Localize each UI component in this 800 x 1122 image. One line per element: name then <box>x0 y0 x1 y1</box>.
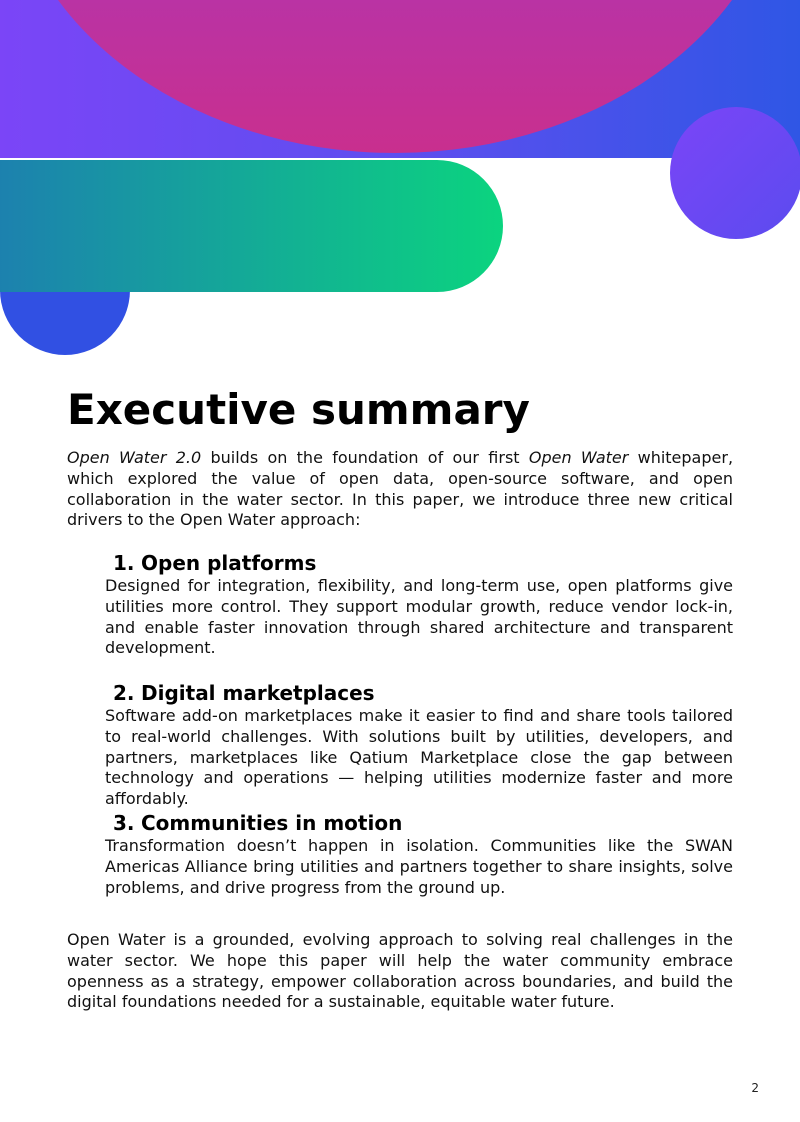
right-purple-circle <box>670 107 800 239</box>
item-heading-open-platforms <box>113 551 316 575</box>
intro-italic-title-1: Open Water 2.0 <box>67 448 202 467</box>
intro-text-1: builds on the foundation of our first <box>201 448 529 467</box>
item-heading-label: Open platforms <box>141 551 317 575</box>
item-heading-digital-marketplaces <box>113 681 375 705</box>
intro-italic-title-2: Open Water <box>528 448 629 467</box>
item-heading-label: Digital marketplaces <box>141 681 375 705</box>
item-number: 2. <box>113 681 135 705</box>
item-heading-communities-in-motion <box>113 811 402 835</box>
intro-paragraph <box>67 448 733 531</box>
header-decoration <box>0 0 800 360</box>
item-body-open-platforms: Designed for integration, flexibility, and long-term use, open platforms give utilities more control. They support modular growth, reduce vendor lock-in, and enable faster innovation through shared architecture and transparent development. <box>105 576 733 658</box>
page-title: Executive summary <box>67 385 530 434</box>
item-heading-label: Communities in motion <box>141 811 403 835</box>
intro-text-2: whitepaper, which explored the value of open data, open-source software, and open collaboration in the water sector. In this paper, we introduce three new critical drivers to the Open Water approach: <box>67 448 734 530</box>
item-body-communities-in-motion: Transformation doesn’t happen in isolation. Communities like the SWAN Americas Alliance bring utilities and partners together to share insights, solve problems, and drive progress from the ground up. <box>105 836 733 897</box>
gradient-pill <box>0 160 503 292</box>
item-number: 3. <box>113 811 135 835</box>
closing-paragraph: Open Water is a grounded, evolving approach to solving real challenges in the water sector. We hope this paper will help the water community embrace openness as a strategy, empower collaboration across boundaries, and build the digital foundations needed for a sustainable, equitable water future. <box>67 930 733 1012</box>
page-number: 2 <box>751 1081 759 1095</box>
item-body-digital-marketplaces: Software add-on marketplaces make it easier to find and share tools tailored to real-world challenges. With solutions built by utilities, developers, and partners, marketplaces like Qatium Marketplace close the gap between technology and operations — helping utilities modernize faster and more affordably. <box>105 706 733 809</box>
item-number: 1. <box>113 551 135 575</box>
